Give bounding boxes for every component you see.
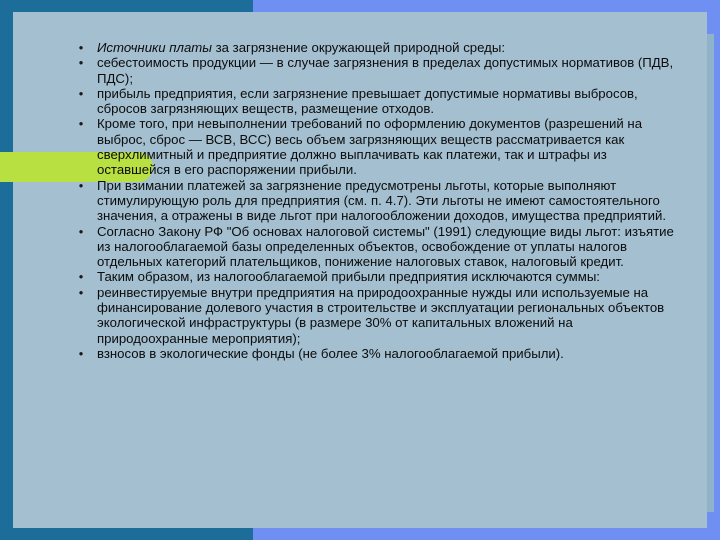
bullet-icon: ●: [78, 272, 84, 282]
list-item: [78, 55, 679, 86]
bullet-list: [78, 40, 679, 361]
list-item: [78, 223, 679, 270]
list-item: [78, 284, 679, 346]
bullet-icon: ●: [78, 119, 84, 129]
emphasis-text: Источники платы: [97, 40, 212, 55]
item-text: за загрязнение окружающей природной среды:: [211, 40, 506, 55]
bullet-icon: ●: [78, 88, 84, 98]
item-text: прибыль предприятия, если загрязнение превышает допустимые нормативы выбросов, сбросов загрязняющих веществ, размещение отходов.: [97, 85, 638, 117]
bullet-icon: ●: [78, 287, 84, 297]
bullet-icon: ●: [78, 226, 84, 236]
bullet-icon: ●: [78, 58, 84, 68]
item-text: При взимании платежей за загрязнение предусмотрены льготы, которые выполняют стимулирующую роль для предприятия (см. п. 4.7). Эти льготы не имеют самостоятельного значения, а отражены в виде льгот при налогообложении доходов, имущества предприятий.: [97, 177, 666, 224]
list-item: [78, 40, 679, 55]
bullet-icon: ●: [78, 180, 84, 190]
list-item: [78, 269, 679, 285]
list-item: [78, 85, 679, 117]
item-text: Согласно Закону РФ "Об основах налоговой системы" (1991) следующие виды льгот: изъятие из налогооблагаемой базы определенных объектов, освобождение от уплаты налогов отдельных категорий плательщиков, понижение налоговых ставок, налоговый кредит.: [97, 223, 674, 270]
item-text: Таким образом, из налогооблагаемой прибыли предприятия исключаются суммы:: [97, 269, 600, 285]
item-text: реинвестируемые внутри предприятия на природоохранные нужды или используемые на финансирование долевого участия в строительстве и эксплуатации региональных объектов экологической инфраструктуры (в размере 30% от капитальных вложений на природоохранные мероприятия);: [97, 284, 665, 346]
bullet-icon: ●: [78, 43, 84, 52]
list-item: [78, 345, 679, 361]
bullet-icon: ●: [78, 348, 84, 358]
item-text: Кроме того, при невыполнении требований по оформлению документов (разрешений на выброс, сброс — ВСВ, ВСС) весь объем загрязняющих веществ рассматривается как сверхлимитный и предприятие должно выплачивать как платежи, так и штрафы из оставшейся в его распоряжении прибыли.: [97, 116, 643, 178]
list-item: [78, 177, 679, 224]
right-decor-edge: [714, 0, 720, 540]
item-text: взносов в экологические фонды (не более 3% налогооблагаемой прибыли).: [97, 345, 564, 361]
list-item: [78, 116, 679, 178]
item-text: себестоимость продукции — в случае загрязнения в пределах допустимых нормативов (ПДВ, ПДС);: [97, 55, 674, 86]
